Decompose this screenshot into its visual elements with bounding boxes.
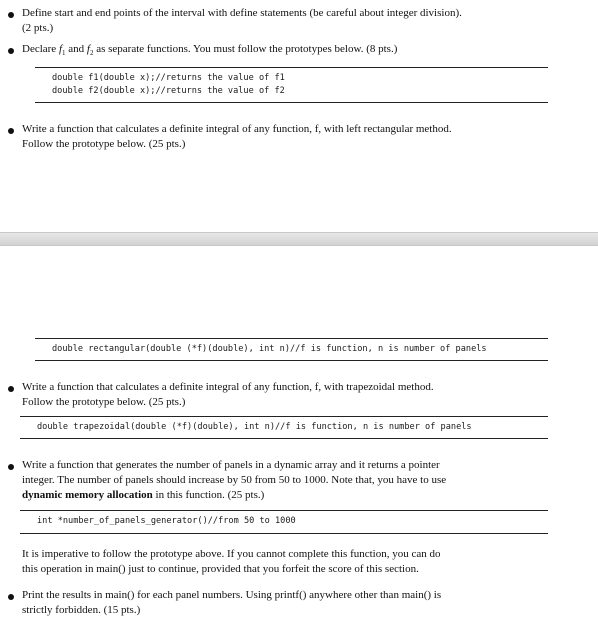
panels-note: [22, 547, 582, 577]
panels-code-top-rule: [20, 510, 548, 511]
bullet-define: [8, 12, 14, 18]
panels-line-1: Write a function that generates the number of panels in a dynamic array and it returns a pointer: [22, 459, 440, 471]
bullet-declare: [8, 48, 14, 54]
print-line-2: strictly forbidden. (15 pts.): [22, 604, 141, 616]
declare-code-top-rule: [35, 67, 548, 68]
trapezoidal-item-text: [22, 380, 582, 410]
rect-code-bottom-rule: [35, 360, 548, 361]
declare-item-text: Declare $f_1$ and $f_2$ as separate functions. You must follow the prototypes below. (8 pts.): [22, 43, 398, 58]
bullet-trapezoidal: [8, 386, 14, 392]
rect-code-line: double rectangular(double (*f)(double), int n)//f is function, n is number of panels: [52, 344, 487, 354]
rect-code-top-rule: [35, 338, 548, 339]
declare-code-line-2: double f2(double x);//returns the value of f2: [52, 86, 285, 96]
declare-code-line-1: double f1(double x);//returns the value of f1: [52, 73, 285, 83]
define-item-text: [22, 6, 582, 36]
print-item-text: [22, 588, 582, 618]
panels-note-line-2: this operation in main() just to continue, provided that you forfeit the score of this section.: [22, 563, 419, 575]
bullet-left-rect: [8, 128, 14, 134]
trapezoidal-code-line: double trapezoidal(double (*f)(double), int n)//f is function, n is number of panels: [37, 422, 472, 432]
left-rect-line-1: Write a function that calculates a definite integral of any function, f, with left rectangular method.: [22, 123, 452, 135]
panels-code-bottom-rule: [20, 533, 548, 534]
bullet-panels: [8, 464, 14, 470]
declare-code-bottom-rule: [35, 102, 548, 103]
panels-item-text: [22, 458, 582, 503]
trapezoidal-line-1: Write a function that calculates a definite integral of any function, f, with trapezoidal method.: [22, 381, 434, 393]
bullet-print: [8, 594, 14, 600]
define-line-1: Define start and end points of the interval with define statements (be careful about integer division).: [22, 7, 462, 19]
trapezoidal-line-2: Follow the prototype below. (25 pts.): [22, 396, 186, 408]
panels-line-2: integer. The number of panels should increase by 50 from 50 to 1000. Note that, you have to use: [22, 474, 447, 486]
panels-line-3: dynamic memory allocation in this function. (25 pts.): [22, 489, 265, 501]
panels-code-line: int *number_of_panels_generator()//from 50 to 1000: [37, 516, 296, 526]
panels-note-line-1: It is imperative to follow the prototype above. If you cannot complete this function, you can do: [22, 548, 441, 560]
print-line-1: Print the results in main() for each panel numbers. Using printf() anywhere other than main() is: [22, 589, 442, 601]
trap-code-bottom-rule: [20, 438, 548, 439]
left-rect-item-text: [22, 122, 582, 152]
trap-code-top-rule: [20, 416, 548, 417]
dma-emphasis: dynamic memory allocation: [22, 489, 153, 501]
define-line-2: (2 pts.): [22, 22, 54, 34]
page-divider: [0, 232, 598, 246]
left-rect-line-2: Follow the prototype below. (25 pts.): [22, 138, 186, 150]
